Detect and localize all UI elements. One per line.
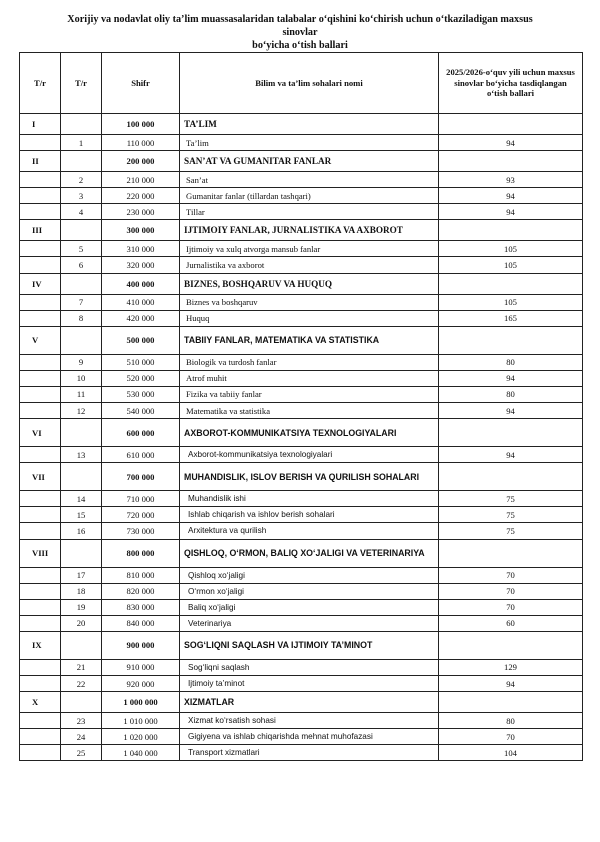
cell-number: 22 bbox=[61, 675, 102, 691]
cell-roman bbox=[20, 567, 61, 583]
cell-number bbox=[61, 273, 102, 294]
table-row bbox=[20, 241, 583, 257]
cell-number: 3 bbox=[61, 188, 102, 204]
cell-score: 94 bbox=[439, 403, 583, 419]
cell-field-name: TABIIY FANLAR, MATEMATIKA VA STATISTIKA bbox=[180, 326, 439, 354]
cell-field-name: Veterinariya bbox=[180, 615, 439, 631]
cell-field-name: Biologik va turdosh fanlar bbox=[180, 354, 439, 370]
cell-roman bbox=[20, 257, 61, 273]
cell-number bbox=[61, 463, 102, 491]
passing-scores-table bbox=[19, 52, 583, 761]
cell-roman bbox=[20, 507, 61, 523]
cell-field-name: Ishlab chiqarish va ishlov berish sohalari bbox=[180, 507, 439, 523]
cell-number: 9 bbox=[61, 354, 102, 370]
cell-score: 94 bbox=[439, 370, 583, 386]
cell-score bbox=[439, 151, 583, 172]
cell-field-name: Ta’lim bbox=[180, 135, 439, 151]
cell-roman bbox=[20, 659, 61, 675]
cell-code: 920 000 bbox=[102, 675, 180, 691]
cell-code: 730 000 bbox=[102, 523, 180, 539]
cell-number: 2 bbox=[61, 172, 102, 188]
cell-roman: II bbox=[20, 151, 61, 172]
cell-score: 80 bbox=[439, 354, 583, 370]
cell-code: 320 000 bbox=[102, 257, 180, 273]
cell-roman bbox=[20, 135, 61, 151]
cell-number: 6 bbox=[61, 257, 102, 273]
cell-code: 840 000 bbox=[102, 615, 180, 631]
cell-code: 210 000 bbox=[102, 172, 180, 188]
cell-score bbox=[439, 273, 583, 294]
cell-score bbox=[439, 539, 583, 567]
header-field-name: Bilim va ta’lim sohalari nomi bbox=[180, 53, 439, 114]
cell-number: 19 bbox=[61, 599, 102, 615]
section-row bbox=[20, 220, 583, 241]
cell-score: 105 bbox=[439, 294, 583, 310]
table-row bbox=[20, 447, 583, 463]
table-row bbox=[20, 745, 583, 761]
cell-score: 94 bbox=[439, 188, 583, 204]
cell-score: 94 bbox=[439, 204, 583, 220]
cell-roman: VIII bbox=[20, 539, 61, 567]
section-row bbox=[20, 114, 583, 135]
cell-score: 70 bbox=[439, 599, 583, 615]
cell-score bbox=[439, 220, 583, 241]
cell-score: 60 bbox=[439, 615, 583, 631]
cell-score: 70 bbox=[439, 567, 583, 583]
table-row bbox=[20, 713, 583, 729]
cell-code: 1 000 000 bbox=[102, 692, 180, 713]
table-row bbox=[20, 310, 583, 326]
cell-roman bbox=[20, 386, 61, 402]
cell-code: 800 000 bbox=[102, 539, 180, 567]
header-code: Shifr bbox=[102, 53, 180, 114]
table-row bbox=[20, 659, 583, 675]
cell-code: 100 000 bbox=[102, 114, 180, 135]
table-row bbox=[20, 370, 583, 386]
cell-field-name: Xizmat ko‘rsatish sohasi bbox=[180, 713, 439, 729]
cell-field-name: Axborot-kommunikatsiya texnologiyalari bbox=[180, 447, 439, 463]
cell-number bbox=[61, 220, 102, 241]
cell-number: 12 bbox=[61, 403, 102, 419]
table-body bbox=[20, 114, 583, 761]
table-row bbox=[20, 354, 583, 370]
cell-roman bbox=[20, 447, 61, 463]
table-header-row bbox=[20, 53, 583, 114]
cell-roman bbox=[20, 204, 61, 220]
cell-roman bbox=[20, 188, 61, 204]
cell-number: 13 bbox=[61, 447, 102, 463]
cell-roman bbox=[20, 523, 61, 539]
cell-score: 70 bbox=[439, 729, 583, 745]
cell-code: 710 000 bbox=[102, 491, 180, 507]
cell-code: 410 000 bbox=[102, 294, 180, 310]
cell-field-name: Huquq bbox=[180, 310, 439, 326]
cell-code: 400 000 bbox=[102, 273, 180, 294]
cell-number bbox=[61, 419, 102, 447]
cell-field-name: Muhandislik ishi bbox=[180, 491, 439, 507]
cell-number: 7 bbox=[61, 294, 102, 310]
cell-code: 540 000 bbox=[102, 403, 180, 419]
cell-roman bbox=[20, 310, 61, 326]
cell-code: 700 000 bbox=[102, 463, 180, 491]
cell-field-name: BIZNES, BOSHQARUV VA HUQUQ bbox=[180, 273, 439, 294]
cell-number: 15 bbox=[61, 507, 102, 523]
cell-roman bbox=[20, 713, 61, 729]
cell-code: 530 000 bbox=[102, 386, 180, 402]
section-row bbox=[20, 539, 583, 567]
cell-roman bbox=[20, 729, 61, 745]
cell-score bbox=[439, 692, 583, 713]
cell-roman: IX bbox=[20, 631, 61, 659]
cell-number bbox=[61, 631, 102, 659]
cell-field-name: Arxitektura va qurilish bbox=[180, 523, 439, 539]
table-row bbox=[20, 675, 583, 691]
table-row bbox=[20, 135, 583, 151]
cell-number: 8 bbox=[61, 310, 102, 326]
cell-number: 11 bbox=[61, 386, 102, 402]
cell-field-name: SAN’AT VA GUMANITAR FANLAR bbox=[180, 151, 439, 172]
cell-roman bbox=[20, 294, 61, 310]
table-row bbox=[20, 599, 583, 615]
table-row bbox=[20, 491, 583, 507]
cell-roman: VII bbox=[20, 463, 61, 491]
title-line-1: Xorijiy va nodavlat oliy ta’lim muassasalaridan talabalar o‘qishini ko‘chirish uchun o‘tkaziladigan maxsus sinovlar bbox=[67, 14, 533, 38]
table-row bbox=[20, 204, 583, 220]
cell-roman bbox=[20, 675, 61, 691]
cell-score: 70 bbox=[439, 583, 583, 599]
section-row bbox=[20, 463, 583, 491]
cell-score bbox=[439, 463, 583, 491]
cell-field-name: Gumanitar fanlar (tillardan tashqari) bbox=[180, 188, 439, 204]
cell-code: 600 000 bbox=[102, 419, 180, 447]
cell-roman bbox=[20, 370, 61, 386]
cell-code: 820 000 bbox=[102, 583, 180, 599]
cell-field-name: SOG‘LIQNI SAQLASH VA IJTIMOIY TA’MINOT bbox=[180, 631, 439, 659]
cell-score: 94 bbox=[439, 447, 583, 463]
cell-roman bbox=[20, 403, 61, 419]
cell-code: 1 020 000 bbox=[102, 729, 180, 745]
cell-number: 21 bbox=[61, 659, 102, 675]
cell-code: 910 000 bbox=[102, 659, 180, 675]
cell-score bbox=[439, 114, 583, 135]
table-row bbox=[20, 507, 583, 523]
cell-number: 17 bbox=[61, 567, 102, 583]
cell-number bbox=[61, 114, 102, 135]
cell-code: 720 000 bbox=[102, 507, 180, 523]
cell-number: 4 bbox=[61, 204, 102, 220]
cell-field-name: TA’LIM bbox=[180, 114, 439, 135]
cell-field-name: Baliq xo‘jaligi bbox=[180, 599, 439, 615]
cell-field-name: Qishloq xo‘jaligi bbox=[180, 567, 439, 583]
cell-number: 20 bbox=[61, 615, 102, 631]
cell-code: 510 000 bbox=[102, 354, 180, 370]
table-row bbox=[20, 615, 583, 631]
cell-score: 80 bbox=[439, 386, 583, 402]
cell-number: 16 bbox=[61, 523, 102, 539]
cell-field-name: Ijtimoiy ta’minot bbox=[180, 675, 439, 691]
cell-code: 200 000 bbox=[102, 151, 180, 172]
cell-score: 94 bbox=[439, 135, 583, 151]
cell-number bbox=[61, 151, 102, 172]
cell-code: 810 000 bbox=[102, 567, 180, 583]
cell-number bbox=[61, 692, 102, 713]
section-row bbox=[20, 419, 583, 447]
cell-roman bbox=[20, 172, 61, 188]
cell-roman: X bbox=[20, 692, 61, 713]
cell-field-name: Ijtimoiy va xulq atvorga mansub fanlar bbox=[180, 241, 439, 257]
table-row bbox=[20, 294, 583, 310]
cell-score: 75 bbox=[439, 507, 583, 523]
cell-roman: VI bbox=[20, 419, 61, 447]
table-row bbox=[20, 188, 583, 204]
table-row bbox=[20, 257, 583, 273]
table-row bbox=[20, 523, 583, 539]
table-row bbox=[20, 172, 583, 188]
cell-score: 75 bbox=[439, 523, 583, 539]
cell-code: 110 000 bbox=[102, 135, 180, 151]
cell-score bbox=[439, 419, 583, 447]
document-title bbox=[60, 13, 540, 52]
cell-score bbox=[439, 326, 583, 354]
cell-field-name: Jurnalistika va axborot bbox=[180, 257, 439, 273]
section-row bbox=[20, 692, 583, 713]
cell-field-name: Sog‘liqni saqlash bbox=[180, 659, 439, 675]
table-row bbox=[20, 403, 583, 419]
cell-roman bbox=[20, 583, 61, 599]
cell-code: 300 000 bbox=[102, 220, 180, 241]
cell-field-name: AXBOROT-KOMMUNIKATSIYA TEXNOLOGIYALARI bbox=[180, 419, 439, 447]
cell-code: 230 000 bbox=[102, 204, 180, 220]
cell-field-name: San’at bbox=[180, 172, 439, 188]
cell-score: 105 bbox=[439, 241, 583, 257]
cell-field-name: MUHANDISLIK, ISLOV BERISH VA QURILISH SOHALARI bbox=[180, 463, 439, 491]
cell-number: 23 bbox=[61, 713, 102, 729]
cell-code: 220 000 bbox=[102, 188, 180, 204]
section-row bbox=[20, 151, 583, 172]
cell-score: 165 bbox=[439, 310, 583, 326]
cell-number: 5 bbox=[61, 241, 102, 257]
cell-number bbox=[61, 539, 102, 567]
cell-number: 25 bbox=[61, 745, 102, 761]
cell-roman bbox=[20, 354, 61, 370]
cell-score: 94 bbox=[439, 675, 583, 691]
cell-field-name: Tillar bbox=[180, 204, 439, 220]
table-row bbox=[20, 583, 583, 599]
cell-roman: IV bbox=[20, 273, 61, 294]
cell-number: 24 bbox=[61, 729, 102, 745]
cell-field-name: Biznes va boshqaruv bbox=[180, 294, 439, 310]
cell-score: 104 bbox=[439, 745, 583, 761]
cell-field-name: Fizika va tabiiy fanlar bbox=[180, 386, 439, 402]
cell-roman: V bbox=[20, 326, 61, 354]
section-row bbox=[20, 326, 583, 354]
header-roman: T/r bbox=[20, 53, 61, 114]
cell-code: 520 000 bbox=[102, 370, 180, 386]
cell-roman: III bbox=[20, 220, 61, 241]
cell-roman bbox=[20, 599, 61, 615]
cell-field-name: Matematika va statistika bbox=[180, 403, 439, 419]
cell-roman bbox=[20, 745, 61, 761]
cell-number: 18 bbox=[61, 583, 102, 599]
cell-field-name: XIZMATLAR bbox=[180, 692, 439, 713]
cell-field-name: Atrof muhit bbox=[180, 370, 439, 386]
cell-score: 93 bbox=[439, 172, 583, 188]
cell-code: 500 000 bbox=[102, 326, 180, 354]
cell-roman bbox=[20, 241, 61, 257]
cell-code: 310 000 bbox=[102, 241, 180, 257]
cell-field-name: Transport xizmatlari bbox=[180, 745, 439, 761]
cell-code: 900 000 bbox=[102, 631, 180, 659]
section-row bbox=[20, 631, 583, 659]
header-score: 2025/2026-o‘quv yili uchun maxsus sinovlar bo‘yicha tasdiqlangan o‘tish ballari bbox=[439, 53, 583, 114]
title-line-2: bo‘yicha o‘tish ballari bbox=[252, 40, 348, 51]
cell-score: 129 bbox=[439, 659, 583, 675]
cell-score: 75 bbox=[439, 491, 583, 507]
cell-field-name: Gigiyena va ishlab chiqarishda mehnat muhofazasi bbox=[180, 729, 439, 745]
cell-number: 14 bbox=[61, 491, 102, 507]
cell-code: 1 010 000 bbox=[102, 713, 180, 729]
cell-code: 610 000 bbox=[102, 447, 180, 463]
cell-roman bbox=[20, 615, 61, 631]
table-row bbox=[20, 386, 583, 402]
cell-code: 830 000 bbox=[102, 599, 180, 615]
cell-field-name: O‘rmon xo‘jaligi bbox=[180, 583, 439, 599]
cell-roman: I bbox=[20, 114, 61, 135]
table-row bbox=[20, 729, 583, 745]
cell-number bbox=[61, 326, 102, 354]
cell-roman bbox=[20, 491, 61, 507]
cell-number: 10 bbox=[61, 370, 102, 386]
section-row bbox=[20, 273, 583, 294]
cell-code: 420 000 bbox=[102, 310, 180, 326]
table-row bbox=[20, 567, 583, 583]
cell-field-name: IJTIMOIY FANLAR, JURNALISTIKA VA AXBOROT bbox=[180, 220, 439, 241]
cell-score: 105 bbox=[439, 257, 583, 273]
header-number: T/r bbox=[61, 53, 102, 114]
cell-number: 1 bbox=[61, 135, 102, 151]
cell-score: 80 bbox=[439, 713, 583, 729]
cell-field-name: QISHLOQ, O‘RMON, BALIQ XO‘JALIGI VA VETERINARIYA bbox=[180, 539, 439, 567]
cell-score bbox=[439, 631, 583, 659]
cell-code: 1 040 000 bbox=[102, 745, 180, 761]
